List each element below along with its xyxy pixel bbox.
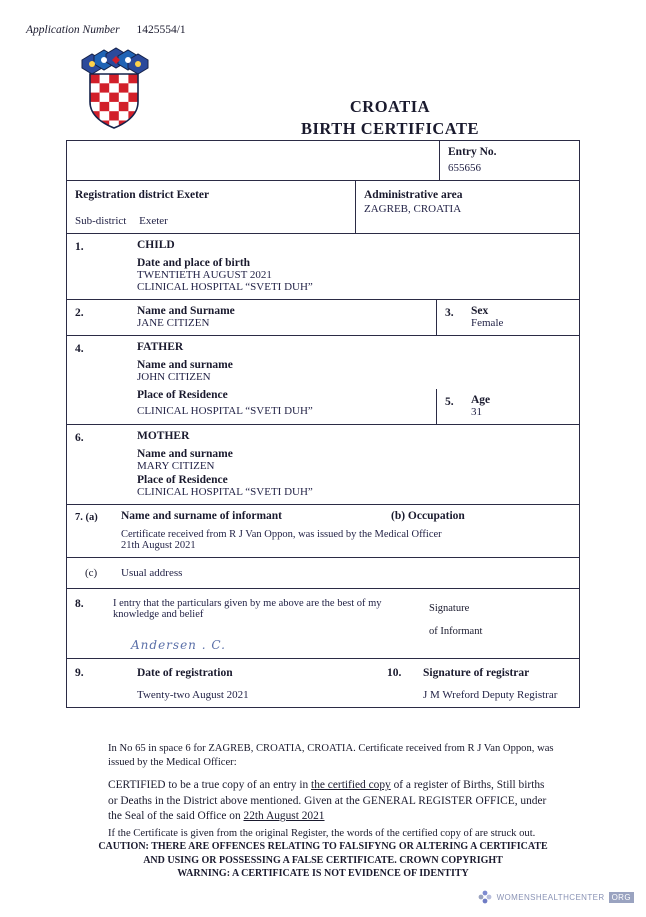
informant-row — [67, 505, 579, 558]
informant-occupation-label: (b) Occupation — [391, 510, 465, 522]
entry-no-row — [67, 141, 579, 181]
child-name-number: 2. — [75, 307, 84, 319]
application-number-value: 1425554/1 — [136, 24, 186, 36]
child-heading: CHILD — [137, 239, 175, 251]
usual-address-number: (c) — [85, 567, 98, 579]
informant-cell — [113, 505, 579, 557]
registration-date-number: 9. — [75, 667, 84, 679]
certified-text-4: the Seal of the said Office on — [108, 810, 244, 823]
croatia-coat-of-arms-icon — [78, 44, 150, 130]
informant-name-label: Name and surname of informant — [121, 510, 282, 522]
entry-no-blank-cell — [67, 141, 439, 180]
bottom-para1-line2: issued by the Medical Officer: — [108, 756, 237, 768]
registration-district-cell — [67, 181, 355, 233]
child-name-value: JANE CITIZEN — [137, 317, 210, 329]
bottom-paragraph-1 — [108, 742, 578, 770]
father-number: 4. — [75, 343, 84, 355]
registration-row — [67, 181, 579, 234]
registrar-number: 10. — [387, 667, 402, 679]
certified-underline-1: the certified copy — [311, 778, 391, 791]
mother-name-label: Name and surname — [137, 448, 233, 460]
bottom-para1-line1: In No 65 in space 6 for ZAGREB, CROATIA, CROATIA. Certificate received from R J Van Oppon, was — [108, 743, 554, 754]
father-age-number: 5. — [445, 396, 454, 408]
registration-date-value: Twenty-two August 2021 — [137, 689, 249, 701]
father-heading: FATHER — [137, 341, 184, 353]
document-title — [200, 96, 580, 141]
father-name-value: JOHN CITIZEN — [137, 371, 211, 383]
flower-icon — [477, 889, 493, 905]
father-age-value: 31 — [471, 406, 482, 418]
entry-no-value: 655656 — [448, 162, 481, 174]
informant-signature-value: Andersen . C. — [131, 638, 226, 652]
child-birth-place-value: CLINICAL HOSPITAL “SVETI DUH” — [137, 281, 313, 293]
sub-district-label: Sub-district — [75, 215, 127, 227]
application-number-line — [26, 24, 186, 36]
sub-district-value: Exeter — [139, 215, 168, 227]
child-sex-number: 3. — [445, 307, 454, 319]
informant-line-1: Certificate received from R J Van Oppon, was issued by the Medical Officer — [121, 529, 442, 540]
registrar-cell — [379, 659, 579, 707]
child-name-cell — [105, 300, 436, 335]
father-residence-value: CLINICAL HOSPITAL “SVETI DUH” — [137, 405, 313, 417]
mother-details-cell — [105, 425, 579, 504]
father-section-row — [67, 336, 579, 389]
mother-number: 6. — [75, 432, 84, 444]
father-age-label: Age — [471, 394, 491, 406]
entry-no-label: Entry No. — [448, 146, 497, 158]
registration-date-label: Date of registration — [137, 667, 233, 679]
registrar-label: Signature of registrar — [423, 667, 530, 679]
mother-section-row — [67, 425, 579, 505]
caution-line-1: CAUTION: THERE ARE OFFENCES RELATING TO FALSIFYNG OR ALTERING A CERTIFICATE — [98, 841, 548, 852]
child-sex-label: Sex — [471, 305, 489, 317]
usual-address-row — [67, 558, 579, 589]
title-line-2: BIRTH CERTIFICATE — [300, 119, 480, 139]
mother-name-value: MARY CITIZEN — [137, 460, 215, 472]
declaration-number: 8. — [75, 598, 84, 610]
declaration-cell — [105, 589, 413, 658]
certified-text-3: or Deaths in the District above mentioned. Given at the GENERAL REGISTER OFFICE, under — [108, 794, 547, 807]
title-line-1: CROATIA — [349, 97, 431, 116]
of-informant-label: of Informant — [429, 626, 483, 637]
child-sex-value: Female — [471, 317, 504, 329]
child-section-row — [67, 234, 579, 300]
informant-line-2: 21th August 2021 — [121, 540, 196, 551]
administrative-area-value: ZAGREB, CROATIA — [364, 203, 462, 215]
certified-underline-2: 22th August 2021 — [243, 810, 325, 823]
bottom-text-block — [108, 742, 578, 849]
child-dob-value: TWENTIETH AUGUST 2021 — [137, 269, 272, 281]
father-name-cell — [105, 336, 579, 389]
registration-district-label: Registration district Exeter — [75, 189, 210, 201]
usual-address-label: Usual address — [121, 567, 183, 579]
caution-block — [66, 840, 580, 881]
child-name-sex-row — [67, 300, 579, 336]
certificate-table — [66, 140, 580, 708]
entry-no-cell — [439, 141, 579, 180]
child-dob-label: Date and place of birth — [137, 257, 251, 269]
signature-label: Signature — [429, 603, 470, 614]
application-number-label: Application Number — [26, 24, 120, 36]
child-name-label: Name and Surname — [137, 305, 235, 317]
father-residence-label: Place of Residence — [137, 389, 228, 401]
administrative-area-cell — [355, 181, 579, 233]
registration-date-row — [67, 659, 579, 707]
father-name-label: Name and surname — [137, 359, 233, 371]
registration-date-cell — [105, 659, 379, 707]
child-sex-cell — [436, 300, 579, 335]
caution-line-3: WARNING: A CERTIFICATE IS NOT EVIDENCE OF IDENTITY — [177, 868, 469, 879]
mother-residence-value: CLINICAL HOSPITAL “SVETI DUH” — [137, 486, 313, 498]
father-age-cell — [436, 389, 579, 424]
signature-of-informant-cell — [413, 589, 579, 658]
father-residence-age-row — [67, 389, 579, 425]
certified-text-2: of a register of Births, Still births — [390, 778, 545, 791]
footer-logo-org: ORG — [609, 892, 634, 903]
registrar-value: J M Wreford Deputy Registrar — [423, 689, 558, 701]
child-details-cell — [105, 234, 579, 299]
caution-line-2: AND USING OR POSSESSING A FALSE CERTIFICATE. CROWN COPYRIGHT — [143, 854, 503, 866]
declaration-text: I entry that the particulars given by me above are the best of my knowledge and belief — [113, 598, 382, 620]
certified-paragraph — [108, 778, 578, 825]
certified-footnote: If the Certificate is given from the original Register, the words of the certified copy of are struck out. — [108, 828, 536, 840]
footer-logo — [477, 889, 634, 905]
declaration-row — [67, 589, 579, 659]
mother-residence-label: Place of Residence — [137, 474, 228, 486]
footer-logo-text: WOMENSHEALTHCENTER — [496, 892, 605, 902]
child-number: 1. — [75, 241, 84, 253]
father-residence-cell — [105, 389, 436, 424]
certified-text-1: CERTIFIED to be a true copy of an entry in — [108, 778, 312, 791]
mother-heading: MOTHER — [137, 430, 190, 442]
administrative-area-label: Administrative area — [364, 189, 463, 201]
informant-number: 7. (a) — [75, 512, 98, 523]
usual-address-cell — [113, 558, 579, 588]
